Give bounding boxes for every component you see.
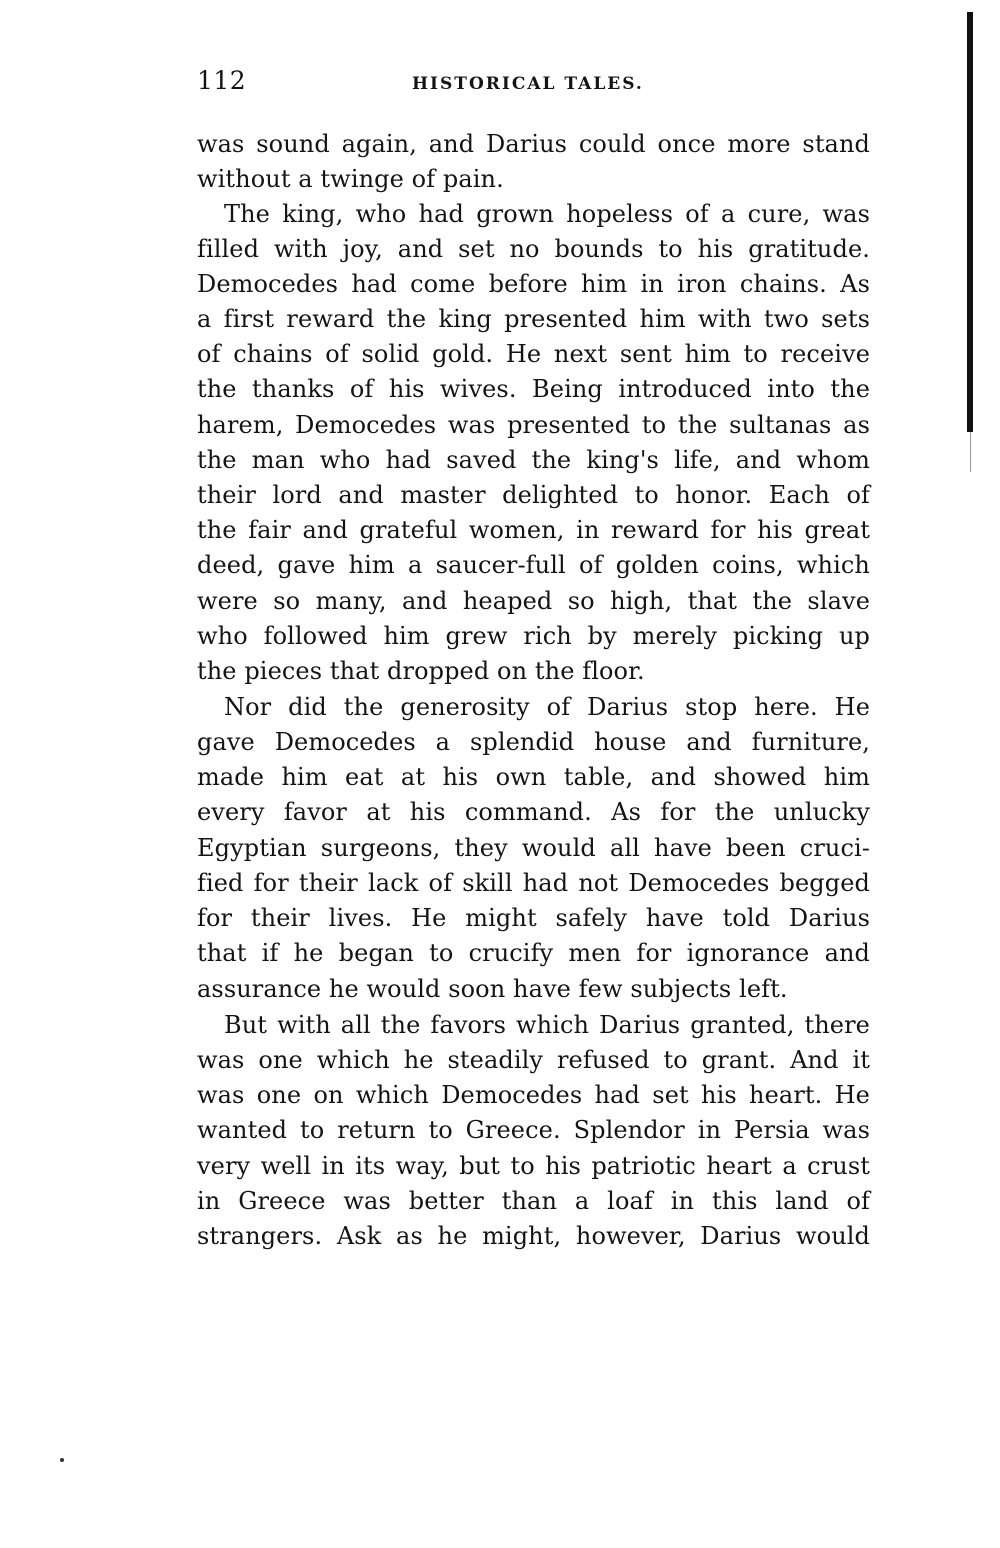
text-line: gave Democedes a splendid house and furniture, bbox=[197, 728, 870, 756]
text-line: the man who had saved the king's life, and whom bbox=[197, 446, 870, 474]
page-header bbox=[197, 66, 857, 102]
text-line: Nor did the generosity of Darius stop here. He bbox=[224, 693, 870, 721]
text-line: was sound again, and Darius could once more stand bbox=[197, 130, 870, 158]
page-edge-rule bbox=[967, 12, 973, 432]
text-line: made him eat at his own table, and showed him bbox=[197, 763, 870, 791]
text-line: Egyptian surgeons, they would all have been cruci- bbox=[197, 834, 870, 862]
text-line: the pieces that dropped on the floor. bbox=[197, 657, 645, 685]
running-title: HISTORICAL TALES. bbox=[412, 74, 644, 94]
text-line: strangers. Ask as he might, however, Darius would bbox=[197, 1222, 870, 1250]
text-line: the thanks of his wives. Being introduced into the bbox=[197, 375, 870, 403]
text-line: was one which he steadily refused to grant. And it bbox=[197, 1046, 870, 1074]
text-line: very well in its way, but to his patriotic heart a crust bbox=[197, 1152, 870, 1180]
text-line: were so many, and heaped so high, that the slave bbox=[197, 587, 870, 615]
text-line: deed, gave him a saucer-full of golden coins, which bbox=[197, 551, 870, 579]
text-line: fied for their lack of skill had not Democedes begged bbox=[197, 869, 870, 897]
text-line: was one on which Democedes had set his heart. He bbox=[197, 1081, 870, 1109]
text-line: that if he began to crucify men for ignorance and bbox=[197, 939, 870, 967]
ink-speck bbox=[60, 1458, 64, 1462]
page-number: 112 bbox=[197, 66, 247, 95]
text-line: filled with joy, and set no bounds to his gratitude. bbox=[197, 235, 870, 263]
text-line: a first reward the king presented him with two sets bbox=[197, 305, 870, 333]
text-line: for their lives. He might safely have told Darius bbox=[197, 904, 870, 932]
text-line: But with all the favors which Darius granted, there bbox=[224, 1011, 870, 1039]
text-line: their lord and master delighted to honor. Each of bbox=[197, 481, 870, 509]
text-line: every favor at his command. As for the unlucky bbox=[197, 798, 870, 826]
text-line: the fair and grateful women, in reward for his great bbox=[197, 516, 870, 544]
page-edge-rule-thin bbox=[970, 432, 971, 472]
text-line: The king, who had grown hopeless of a cure, was bbox=[224, 200, 870, 228]
text-line: of chains of solid gold. He next sent him to receive bbox=[197, 340, 870, 368]
text-line: who followed him grew rich by merely picking up bbox=[197, 622, 870, 650]
text-line: harem, Democedes was presented to the sultanas as bbox=[197, 411, 870, 439]
text-line: Democedes had come before him in iron chains. As bbox=[197, 270, 870, 298]
text-line: in Greece was better than a loaf in this land of bbox=[197, 1187, 870, 1215]
text-line: wanted to return to Greece. Splendor in Persia was bbox=[197, 1116, 870, 1144]
text-line: without a twinge of pain. bbox=[197, 165, 504, 193]
text-line: assurance he would soon have few subjects left. bbox=[197, 975, 788, 1003]
